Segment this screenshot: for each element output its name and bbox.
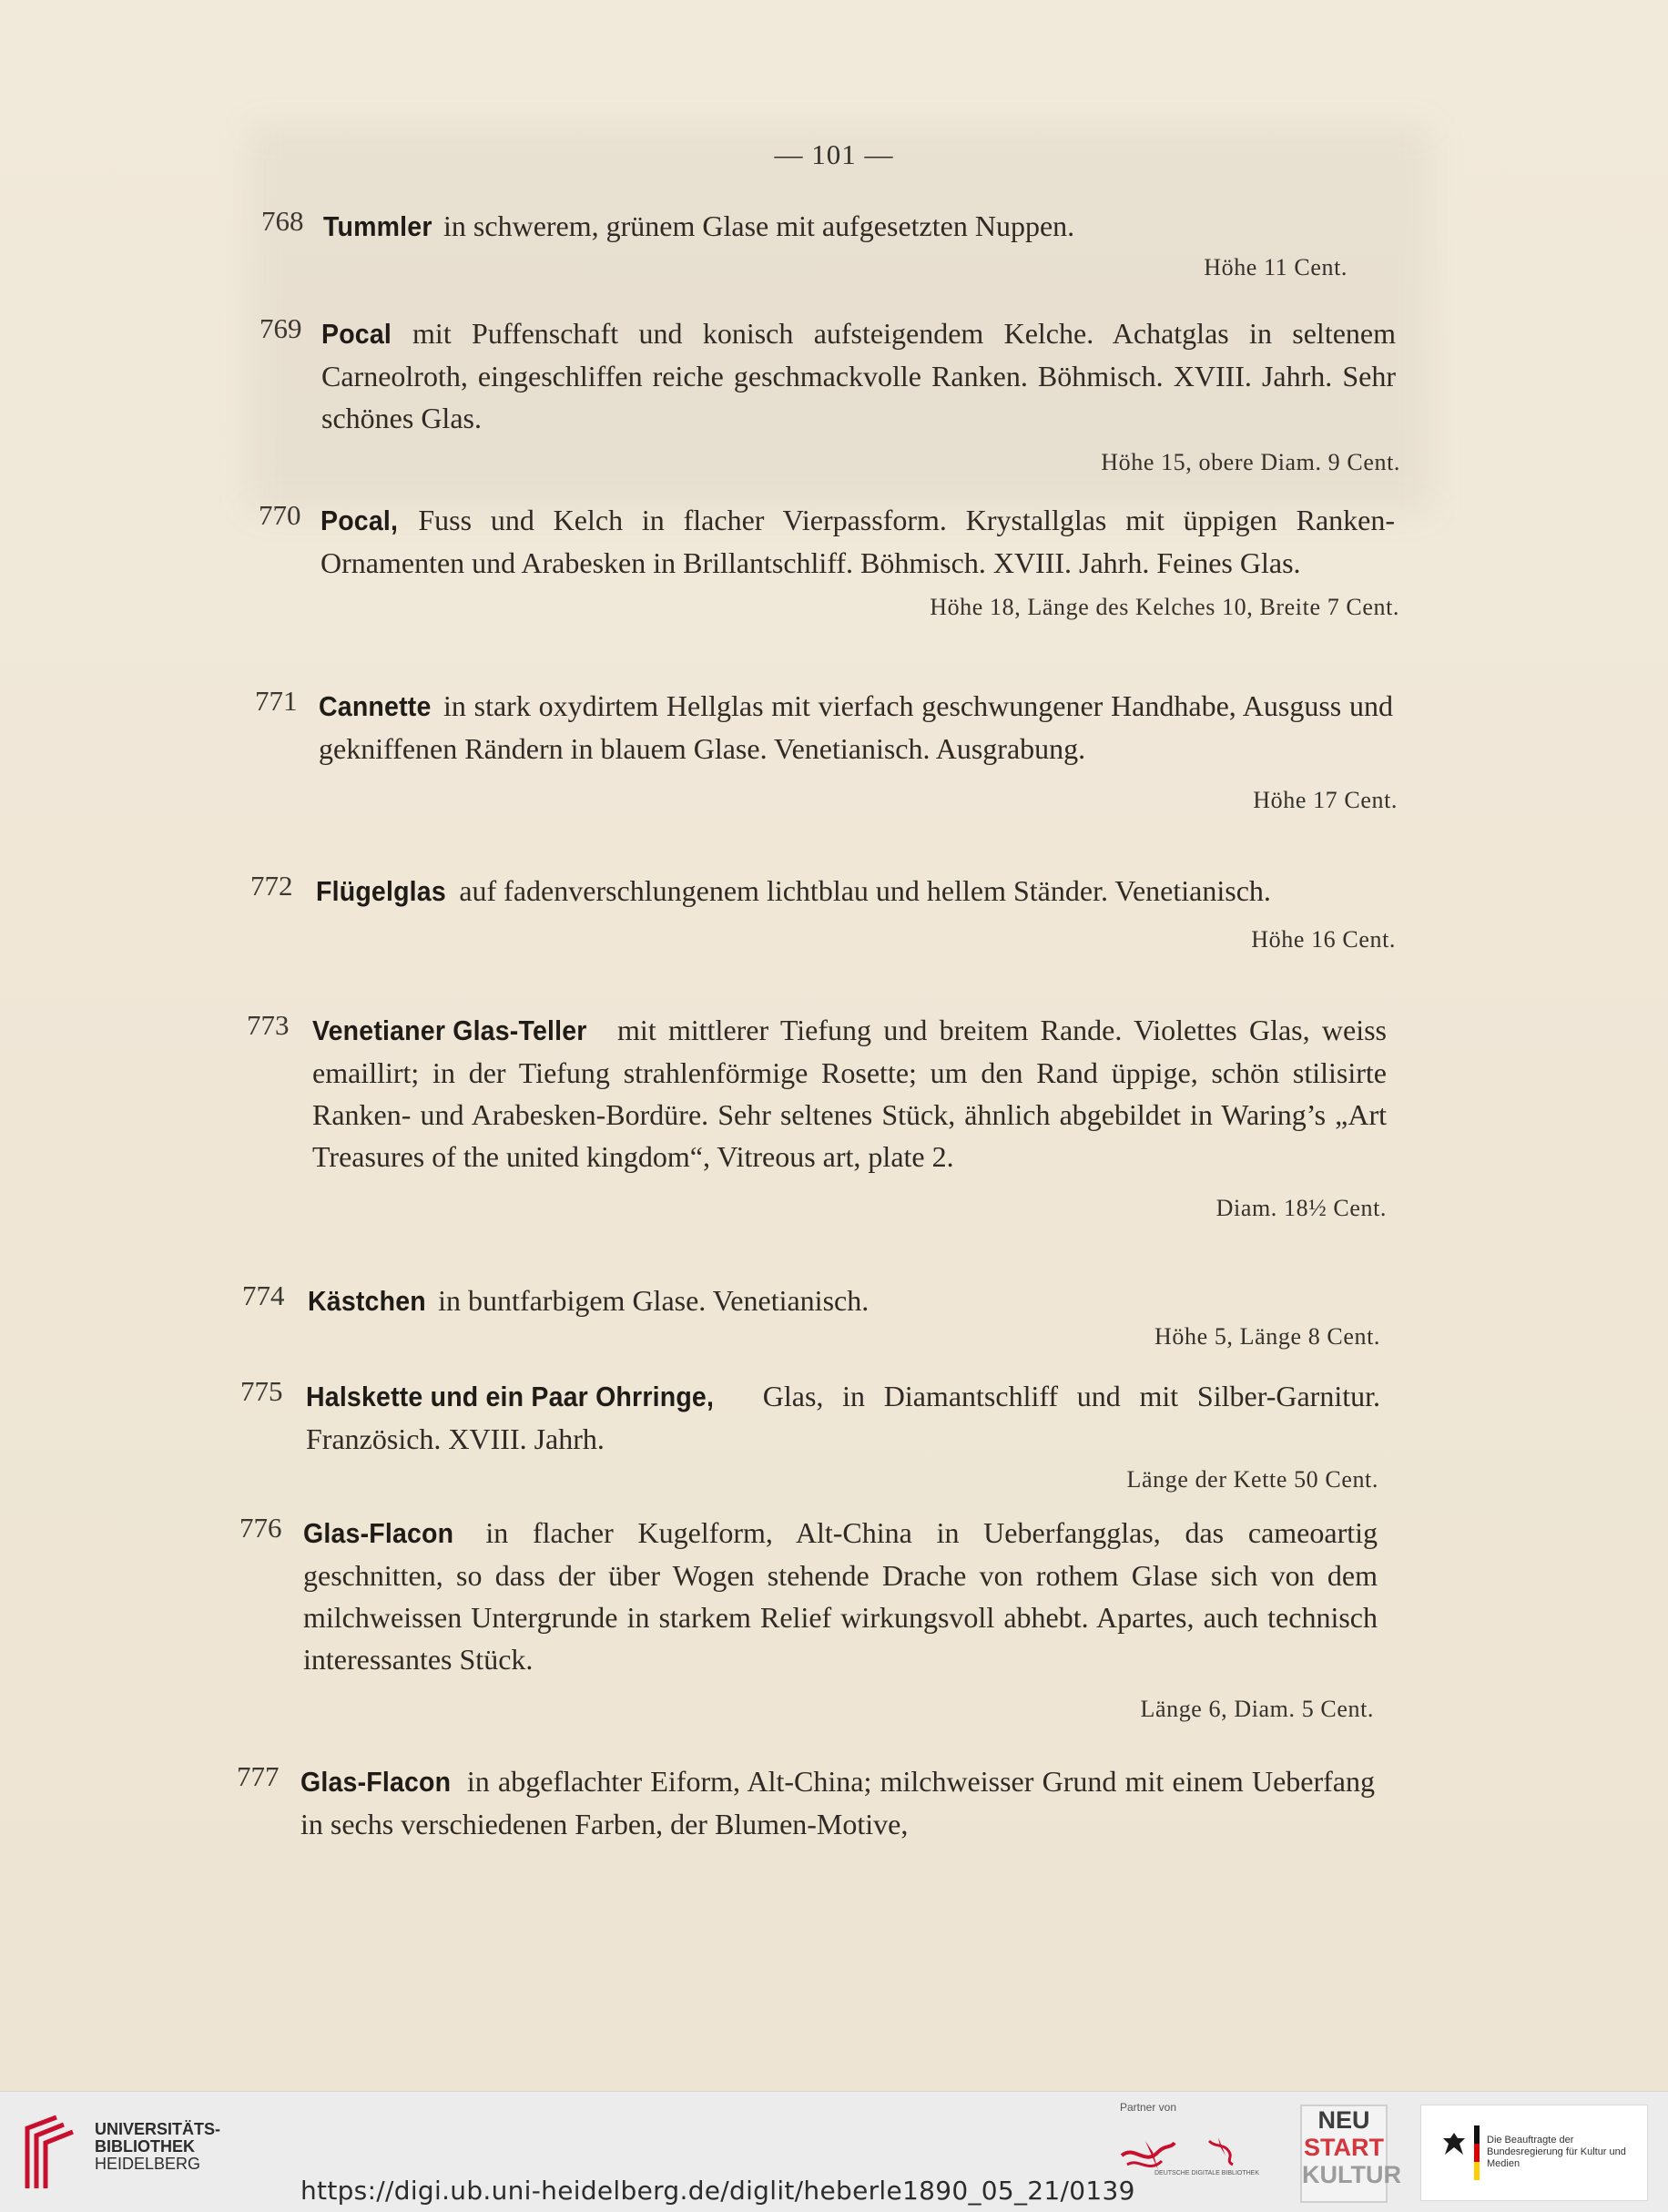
entry-title: Kästchen	[308, 1285, 426, 1317]
catalogue-entry	[259, 312, 1400, 481]
partner-label: Partner von	[1120, 2101, 1177, 2114]
entry-description: in flacher Kugelform, Alt-China in Ueberfangglas, das cameoartig geschnitten, so dass der über Wogen stehende Drache von rothem Glase sich von dem milchweissen Untergrunde in starkem Relief wirkungsvoll abhebt. Apartes, auch technisch interessantes Stück.	[303, 1516, 1378, 1676]
entry-number: 772	[250, 870, 293, 902]
entry-measure: Höhe 16 Cent.	[1251, 926, 1396, 953]
entry-description: mit mittlerer Tiefung und breitem Rande. Violettes Glas, weiss emaillirt; in der Tiefung strahlenförmige Rosette; um den Rand üppige, schön stilisirte Ranken- und Arabesken-Bordüre. Sehr seltenes Stück, ähnlich abgebildet in Waring’s „Art Treasures of the united kingdom“, Vitreous art, plate 2.	[312, 1014, 1387, 1173]
entry-measure: Länge 6, Diam. 5 Cent.	[1140, 1696, 1374, 1722]
catalogue-entry	[247, 1009, 1387, 1227]
entry-description: in buntfarbigem Glase. Venetianisch.	[431, 1284, 870, 1317]
entry-number: 777	[237, 1760, 280, 1792]
entry-text	[308, 1279, 1382, 1322]
german-flag-icon	[1474, 2125, 1480, 2180]
entry-text	[306, 1375, 1380, 1460]
entry-measure: Höhe 5, Länge 8 Cent.	[1154, 1323, 1380, 1350]
catalogue-entry	[255, 685, 1398, 819]
entry-text	[316, 870, 1390, 912]
entry-text	[303, 1512, 1378, 1680]
entry-title: Glas-Flacon	[303, 1517, 454, 1549]
entry-measure: Länge der Kette 50 Cent.	[1126, 1466, 1378, 1493]
neustart-line: START	[1304, 2134, 1384, 2161]
university-library-logo-icon	[20, 2112, 84, 2194]
entry-number: 771	[255, 685, 298, 717]
entry-text	[312, 1009, 1387, 1177]
neustart-kultur-logo[interactable]	[1300, 2105, 1401, 2203]
permalink-url[interactable]: https://digi.ub.uni-heidelberg.de/diglit/heberle1890_05_21/0139	[300, 2176, 1135, 2206]
deutsche-digitale-bibliothek-logo-icon[interactable]	[1118, 2125, 1273, 2197]
entry-title: Glas-Flacon	[300, 1766, 452, 1798]
catalogue-entry	[261, 205, 1348, 286]
entry-description: Fuss und Kelch in flacher Vierpassform. Krystallglas mit üppigen Ranken-Ornamenten und Arabesken in Brillantschliff. Böhmisch. XVIII. Jahrh. Feines Glas.	[320, 504, 1395, 579]
entry-text	[321, 312, 1396, 439]
entry-measure: Diam. 18½ Cent.	[1215, 1195, 1387, 1221]
entry-number: 776	[239, 1512, 282, 1544]
entry-description: in schwerem, grünem Glase mit aufgesetzten Nuppen.	[436, 209, 1075, 242]
federal-eagle-icon	[1441, 2131, 1467, 2156]
university-library-name	[95, 2121, 220, 2173]
catalogue-entry	[242, 1279, 1382, 1355]
entry-number: 773	[247, 1009, 290, 1041]
entry-measure: Höhe 17 Cent.	[1253, 787, 1398, 813]
bkm-caption: Die Beauftragte der Bundesregierung für Kultur und Medien	[1487, 2135, 1626, 2169]
entry-text	[323, 205, 1348, 248]
neustart-line: KULTUR	[1302, 2161, 1401, 2188]
entry-number: 775	[240, 1375, 283, 1407]
entry-number: 770	[259, 499, 301, 531]
entry-title: Cannette	[319, 690, 432, 722]
entry-description: in stark oxydirtem Hellglas mit vierfach geschwungener Handhabe, Ausguss und gekniffenen Rändern in blauem Glase. Venetianisch. Ausgrabung.	[319, 689, 1393, 765]
entry-text	[300, 1760, 1375, 1845]
entry-measure: Höhe 11 Cent.	[1204, 254, 1348, 280]
entry-number: 769	[259, 312, 302, 344]
bkm-logo[interactable]	[1420, 2105, 1648, 2201]
viewer-footer	[0, 2091, 1668, 2212]
catalogue-entry	[259, 499, 1399, 626]
entry-number: 768	[261, 205, 304, 237]
entry-number: 774	[242, 1279, 285, 1311]
entry-description: Glas, in Diamantschliff und mit Silber-Garnitur. Französich. XVIII. Jahrh.	[306, 1380, 1380, 1455]
library-name-line: BIBLIOTHEK	[95, 2137, 195, 2156]
entry-title: Halskette und ein Paar Ohrringe,	[306, 1381, 715, 1412]
entry-description: mit Puffenschaft und konisch aufsteigendem Kelche. Achatglas in seltenem Carneolroth, eingeschliffen reiche geschmackvolle Ranken. Böhmisch. XVIII. Jahrh. Sehr schönes Glas.	[321, 317, 1396, 434]
entry-title: Venetianer Glas-Teller	[312, 1014, 587, 1046]
catalogue-entry	[250, 870, 1396, 958]
entry-text	[320, 499, 1395, 584]
entry-description: auf fadenverschlungenem lichtblau und hellem Ständer. Venetianisch.	[452, 874, 1271, 907]
library-name-line: HEIDELBERG	[95, 2155, 201, 2173]
entry-text	[319, 685, 1393, 770]
entry-title: Pocal,	[320, 505, 399, 536]
entry-measure: Höhe 18, Länge des Kelches 10, Breite 7 Cent.	[930, 594, 1399, 620]
entry-measure: Höhe 15, obere Diam. 9 Cent.	[1101, 449, 1400, 475]
entry-title: Flügelglas	[316, 875, 446, 907]
catalogue-entry	[237, 1760, 1375, 1845]
neustart-line: NEU	[1317, 2106, 1370, 2134]
catalogue-entry	[240, 1375, 1380, 1498]
catalogue-entry	[239, 1512, 1378, 1728]
ddb-caption: DEUTSCHE DIGITALE BIBLIOTHEK	[1154, 2170, 1260, 2176]
entry-description: in abgeflachter Eiform, Alt-China; milchweisser Grund mit einem Ueberfang in sechs verschiedenen Farben, der Blumen-Motive,	[300, 1765, 1375, 1840]
entry-title: Pocal	[321, 318, 392, 350]
page-number: — 101 —	[774, 138, 894, 170]
library-name-line: UNIVERSITÄTS-	[95, 2120, 221, 2138]
entry-title: Tummler	[323, 210, 432, 242]
